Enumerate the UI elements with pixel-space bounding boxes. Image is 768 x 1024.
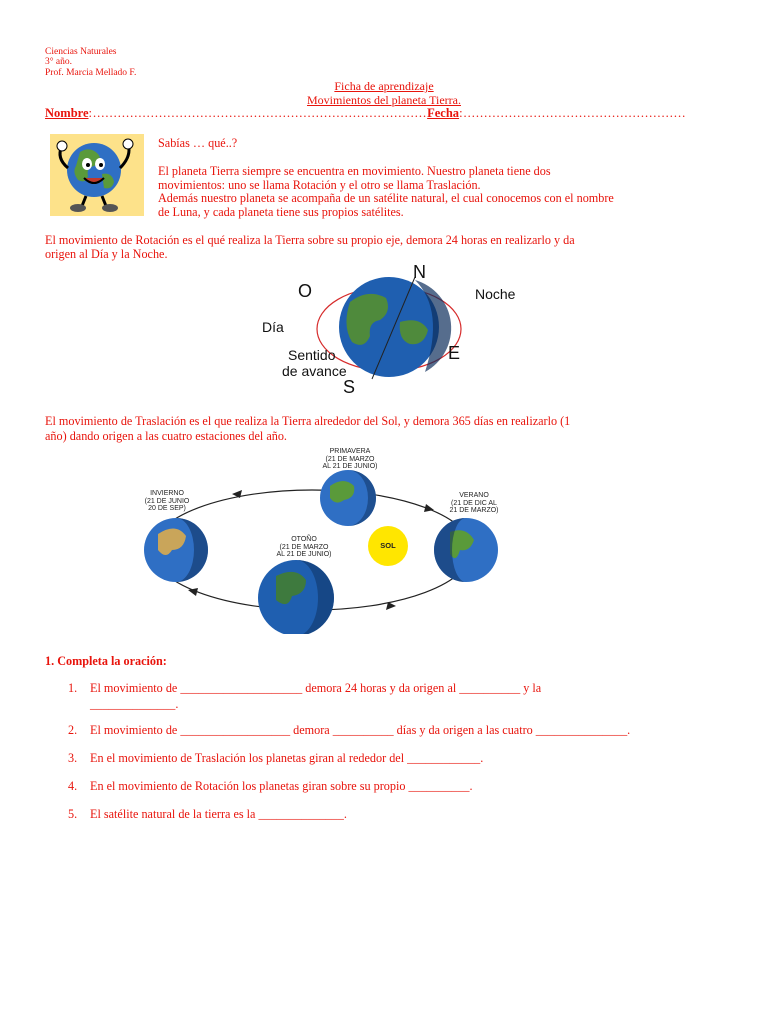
south-label: S [343, 377, 356, 397]
question-5-text[interactable]: El satélite natural de la tierra es la ______________. [90, 807, 347, 821]
grade-label: 3° año. [45, 57, 73, 67]
direction-label-1: Sentido [288, 347, 336, 363]
question-3: 3. En el movimiento de Traslación los planetas giran al rededor del ____________. [68, 751, 484, 765]
intro-question: Sabías … qué..? [158, 136, 238, 150]
question-1-text[interactable]: El movimiento de ____________________ demora 24 horas y da origen al __________ y la [90, 681, 542, 695]
question-1-continued: ______________. [90, 697, 179, 711]
spring-label: PRIMAVERA (21 DE MARZO AL 21 DE JUNIO) [322, 448, 378, 470]
rotation-text-a: El movimiento de Rotación es el qué realiza la Tierra sobre su propio eje, demora 24 horas en realizarlo y da [45, 233, 575, 247]
title-line2: Movimientos del planeta Tierra. [307, 93, 461, 107]
direction-label-2: de avance [282, 363, 347, 379]
question-3-text[interactable]: En el movimiento de Traslación los planetas giran al rededor del ____________. [90, 751, 484, 765]
west-label: O [298, 281, 313, 301]
date-field[interactable]: :...................................................... [459, 106, 687, 120]
exercise-heading: 1. Completa la oración: [45, 654, 167, 668]
north-label: N [413, 262, 426, 282]
name-label: Nombre [45, 106, 89, 120]
date-label: Fecha [427, 106, 460, 120]
translation-text-b: año) dando origen a las cuatro estaciones del año. [45, 429, 287, 443]
question-4: 4. En el movimiento de Rotación los planetas giran sobre su propio __________. [68, 779, 473, 793]
day-label: Día [262, 319, 284, 335]
autumn-label: OTOÑO (21 DE MARZO AL 21 DE JUNIO) [276, 536, 332, 558]
cartoon-earth-image [50, 134, 144, 216]
orbit-diagram [134, 448, 506, 634]
question-2: 2. El movimiento de __________________ demora __________ días y da origen a las cuatro _______________. [68, 723, 631, 737]
rotation-text-b: origen al Día y la Noche. [45, 247, 168, 261]
intro-paragraph-1a: El planeta Tierra siempre se encuentra en movimiento. Nuestro planeta tiene dos [158, 164, 551, 178]
intro-paragraph-1b: movimientos: uno se llama Rotación y el otro se llama Traslación. [158, 178, 481, 192]
teacher-label: Prof. Marcia Mellado F. [45, 68, 137, 78]
question-1: 1. El movimiento de ____________________ demora 24 horas y da origen al __________ y la [68, 681, 542, 695]
winter-label: INVIERNO (21 DE JUNIO 20 DE SEP) [144, 490, 190, 512]
name-field[interactable]: :................................................................................. [88, 106, 428, 120]
name-date-row [45, 106, 686, 121]
question-2-text[interactable]: El movimiento de __________________ demora __________ días y da origen a las cuatro _______________. [90, 723, 631, 737]
title-line1: Ficha de aprendizaje [334, 79, 434, 93]
intro-paragraph-2a: Además nuestro planeta se acompaña de un satélite natural, el cual conocemos con el nombre [158, 191, 614, 205]
night-label: Noche [475, 286, 516, 302]
sun-label: SOL [380, 541, 396, 550]
subject-label: Ciencias Naturales [45, 47, 117, 57]
east-label: E [448, 343, 461, 363]
question-5: 5. El satélite natural de la tierra es la ______________. [68, 807, 347, 821]
rotation-diagram [250, 262, 530, 400]
intro-paragraph-2b: de Luna, y cada planeta tiene sus propios satélites. [158, 205, 404, 219]
summer-label: VERANO (21 DE DIC AL 21 DE MARZO) [449, 492, 499, 514]
translation-text-a: El movimiento de Traslación es el que realiza la Tierra alrededor del Sol, y demora 365 días en realizarlo (1 [45, 414, 571, 428]
question-4-text[interactable]: En el movimiento de Rotación los planetas giran sobre su propio __________. [90, 779, 473, 793]
